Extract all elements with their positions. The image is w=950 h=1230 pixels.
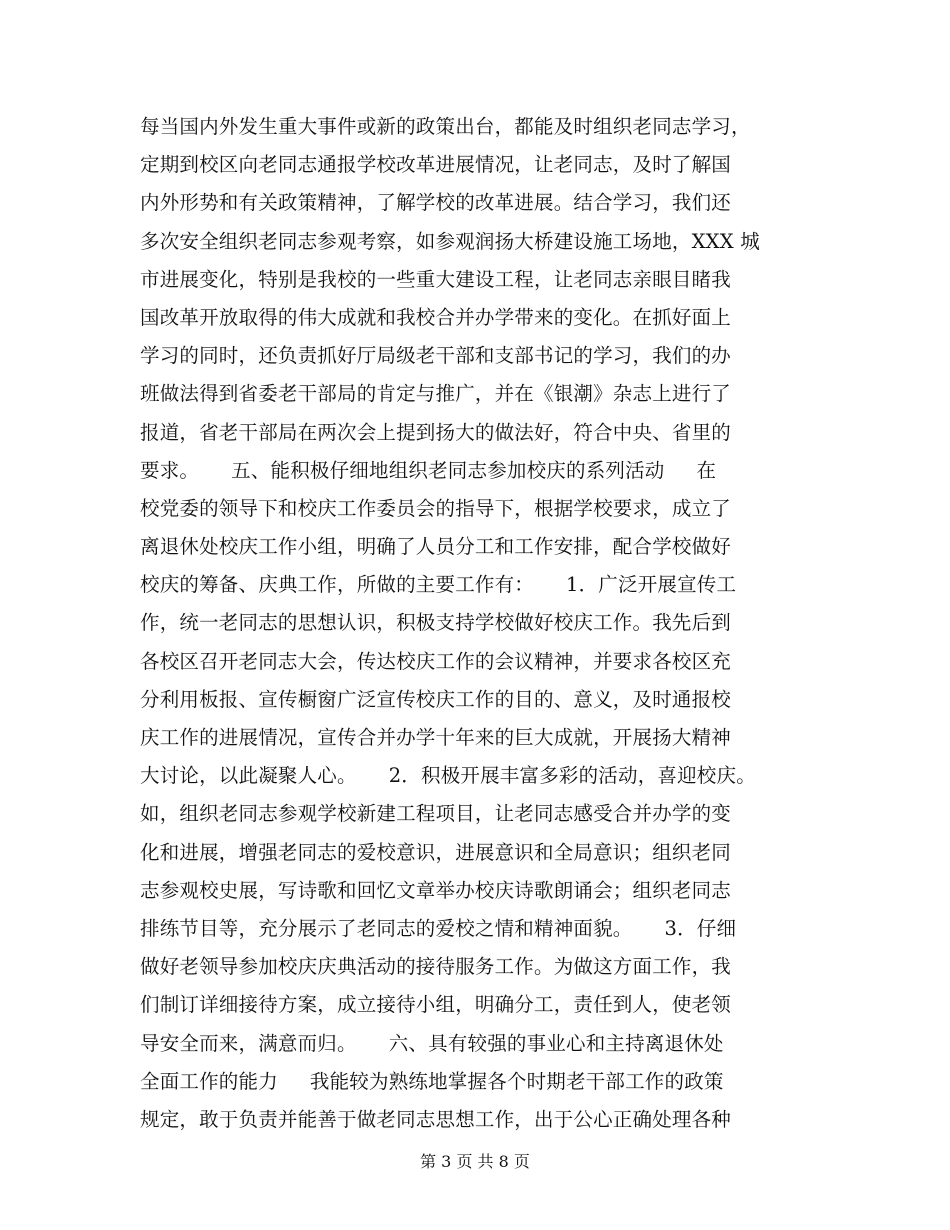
text-line: 市进展变化，特别是我校的一些重大建设工程，让老同志亲眼目睹我 <box>140 267 732 291</box>
text-line: 排练节目等，充分展示了老同志的爱校之情和精神面貌。 3．仔细 <box>140 916 737 940</box>
text-line: 多次安全组织老同志参观考察，如参观润扬大桥建设施工场地，XXX 城 <box>140 229 760 253</box>
text-line: 校庆的筹备、庆典工作，所做的主要工作有： 1．广泛开展宣传工 <box>140 573 737 597</box>
text-line: 定期到校区向老同志通报学校改革进展情况，让老同志，及时了解国 <box>140 153 732 177</box>
body-text <box>140 108 830 1139</box>
text-line: 学习的同时，还负责抓好厅局级老干部和支部书记的学习，我们的办 <box>140 344 732 368</box>
text-line: 每当国内外发生重大事件或新的政策出台，都能及时组织老同志学习， <box>140 115 751 138</box>
text-line: 如，组织老同志参观学校新建工程项目，让老同志感受合并办学的变 <box>140 802 732 826</box>
text-line: 离退休处校庆工作小组，明确了人员分工和工作安排，配合学校做好 <box>140 535 732 559</box>
text-line: 校党委的领导下和校庆工作委员会的指导下，根据学校要求，成立了 <box>140 496 732 520</box>
text-line: 志参观校史展，写诗歌和回忆文章举办校庆诗歌朗诵会；组织老同志 <box>140 878 732 902</box>
page-number: 第 3 页 共 8 页 <box>420 1152 530 1171</box>
text-line: 作，统一老同志的思想认识，积极支持学校做好校庆工作。我先后到 <box>140 611 732 635</box>
text-line: 庆工作的进展情况，宣传合并办学十年来的巨大成就，开展扬大精神 <box>140 726 732 749</box>
text-line: 内外形势和有关政策精神，了解学校的改革进展。结合学习，我们还 <box>140 191 732 215</box>
text-line: 要求。 五、能积极仔细地组织老同志参加校庆的系列活动 在 <box>140 458 717 482</box>
text-line: 全面工作的能力 我能较为熟练地掌握各个时期老干部工作的政策 <box>140 1069 724 1093</box>
text-line: 规定，敢于负责并能善于做老同志思想工作，出于公心正确处理各种 <box>140 1107 732 1131</box>
text-line: 导安全而来，满意而归。 六、具有较强的事业心和主持离退休处 <box>140 1031 724 1055</box>
text-line: 做好老领导参加校庆庆典活动的接待服务工作。为做这方面工作，我 <box>140 955 732 979</box>
text-line: 班做法得到省委老干部局的肯定与推广，并在《银潮》杂志上进行了 <box>140 382 732 406</box>
text-line: 分利用板报、宣传橱窗广泛宣传校庆工作的目的、意义，及时通报校 <box>140 687 732 711</box>
text-line: 大讨论，以此凝聚人心。 2．积极开展丰富多彩的活动，喜迎校庆。 <box>140 764 756 788</box>
text-line: 各校区召开老同志大会，传达校庆工作的会议精神，并要求各校区充 <box>140 649 732 673</box>
text-line: 报道，省老干部局在两次会上提到扬大的做法好，符合中央、省里的 <box>140 420 732 444</box>
text-line: 们制订详细接待方案，成立接待小组，明确分工，责任到人，使老领 <box>140 993 732 1017</box>
text-line: 化和进展，增强老同志的爱校意识，进展意识和全局意识；组织老同 <box>140 840 732 864</box>
text-line: 国改革开放取得的伟大成就和我校合并办学带来的变化。在抓好面上 <box>140 305 732 329</box>
